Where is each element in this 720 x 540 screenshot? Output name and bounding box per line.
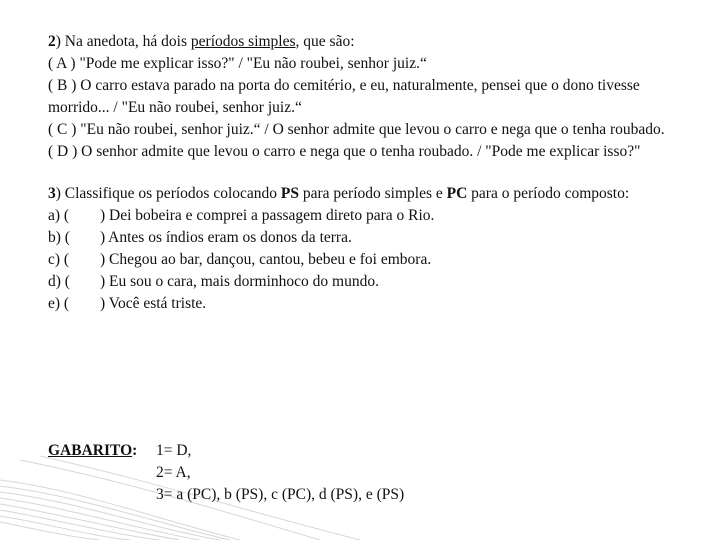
option-text: O senhor admite que levou o carro e nega que o tenha roubado. / "Pode me explicar isso?": [77, 143, 641, 160]
answer-1: 1= D,: [156, 442, 192, 459]
option-b: [48, 75, 668, 119]
question-3-intro: [48, 183, 668, 205]
intro-text-end: para o período composto:: [467, 185, 630, 202]
answer-key-row: [48, 484, 404, 506]
answer-2: 2= A,: [156, 464, 191, 481]
item-text: ) Chegou ao bar, dançou, cantou, bebeu e foi embora.: [100, 251, 432, 268]
spacer: [48, 484, 156, 506]
option-d: [48, 141, 668, 163]
ps-abbrev: PS: [280, 185, 299, 202]
item-d: [48, 271, 668, 293]
item-text: ) Antes os índios eram os donos da terra.: [100, 229, 352, 246]
item-b: [48, 227, 668, 249]
item-text: ) Eu sou o cara, mais dorminhoco do mundo.: [100, 273, 379, 290]
answer-key-row: [48, 462, 404, 484]
option-a: [48, 53, 668, 75]
underlined-term: períodos simples: [190, 33, 296, 50]
option-text: O carro estava parado na porta do cemitério, e eu, naturalmente, pensei que o dono tivesse morrido... / "Eu não roubei, senhor juiz.“: [48, 77, 640, 116]
pc-abbrev: PC: [446, 185, 468, 202]
question-3: [48, 183, 668, 315]
intro-text-end: , que são:: [295, 33, 355, 50]
option-letter: ( D ): [48, 143, 78, 160]
option-letter: ( C ): [48, 121, 77, 138]
item-c: [48, 249, 668, 271]
answer-key: [48, 440, 404, 506]
option-c: [48, 119, 668, 141]
item-label: d) (: [48, 273, 70, 290]
intro-text: ) Na anedota, há dois: [55, 33, 191, 50]
question-number: 3: [48, 185, 56, 202]
item-label: a) (: [48, 207, 70, 224]
item-label: e) (: [48, 295, 70, 312]
exercise-content: [48, 31, 668, 335]
item-text: ) Você está triste.: [100, 295, 207, 312]
intro-text-mid: para período simples e: [298, 185, 447, 202]
answer-key-title: [48, 440, 156, 462]
answer-key-title-text: GABARITO: [48, 442, 133, 459]
option-text: "Pode me explicar isso?" / "Eu não roubei, senhor juiz.“: [75, 55, 427, 72]
answer-key-row: [48, 440, 404, 462]
item-text: ) Dei bobeira e comprei a passagem direto para o Rio.: [100, 207, 435, 224]
item-label: c) (: [48, 251, 70, 268]
question-number: 2: [48, 33, 56, 50]
option-text: "Eu não roubei, senhor juiz.“ / O senhor admite que levou o carro e nega que o tenha roubado.: [76, 121, 665, 138]
question-2-intro: [48, 31, 668, 53]
question-2: [48, 31, 668, 163]
answer-3: 3= a (PC), b (PS), c (PC), d (PS), e (PS): [156, 486, 405, 503]
intro-text: ) Classifique os períodos colocando: [55, 185, 281, 202]
item-a: [48, 205, 668, 227]
option-letter: ( A ): [48, 55, 76, 72]
option-letter: ( B ): [48, 77, 77, 94]
item-e: [48, 293, 668, 315]
spacer: [48, 462, 156, 484]
item-label: b) (: [48, 229, 70, 246]
answer-key-colon: :: [132, 442, 138, 459]
